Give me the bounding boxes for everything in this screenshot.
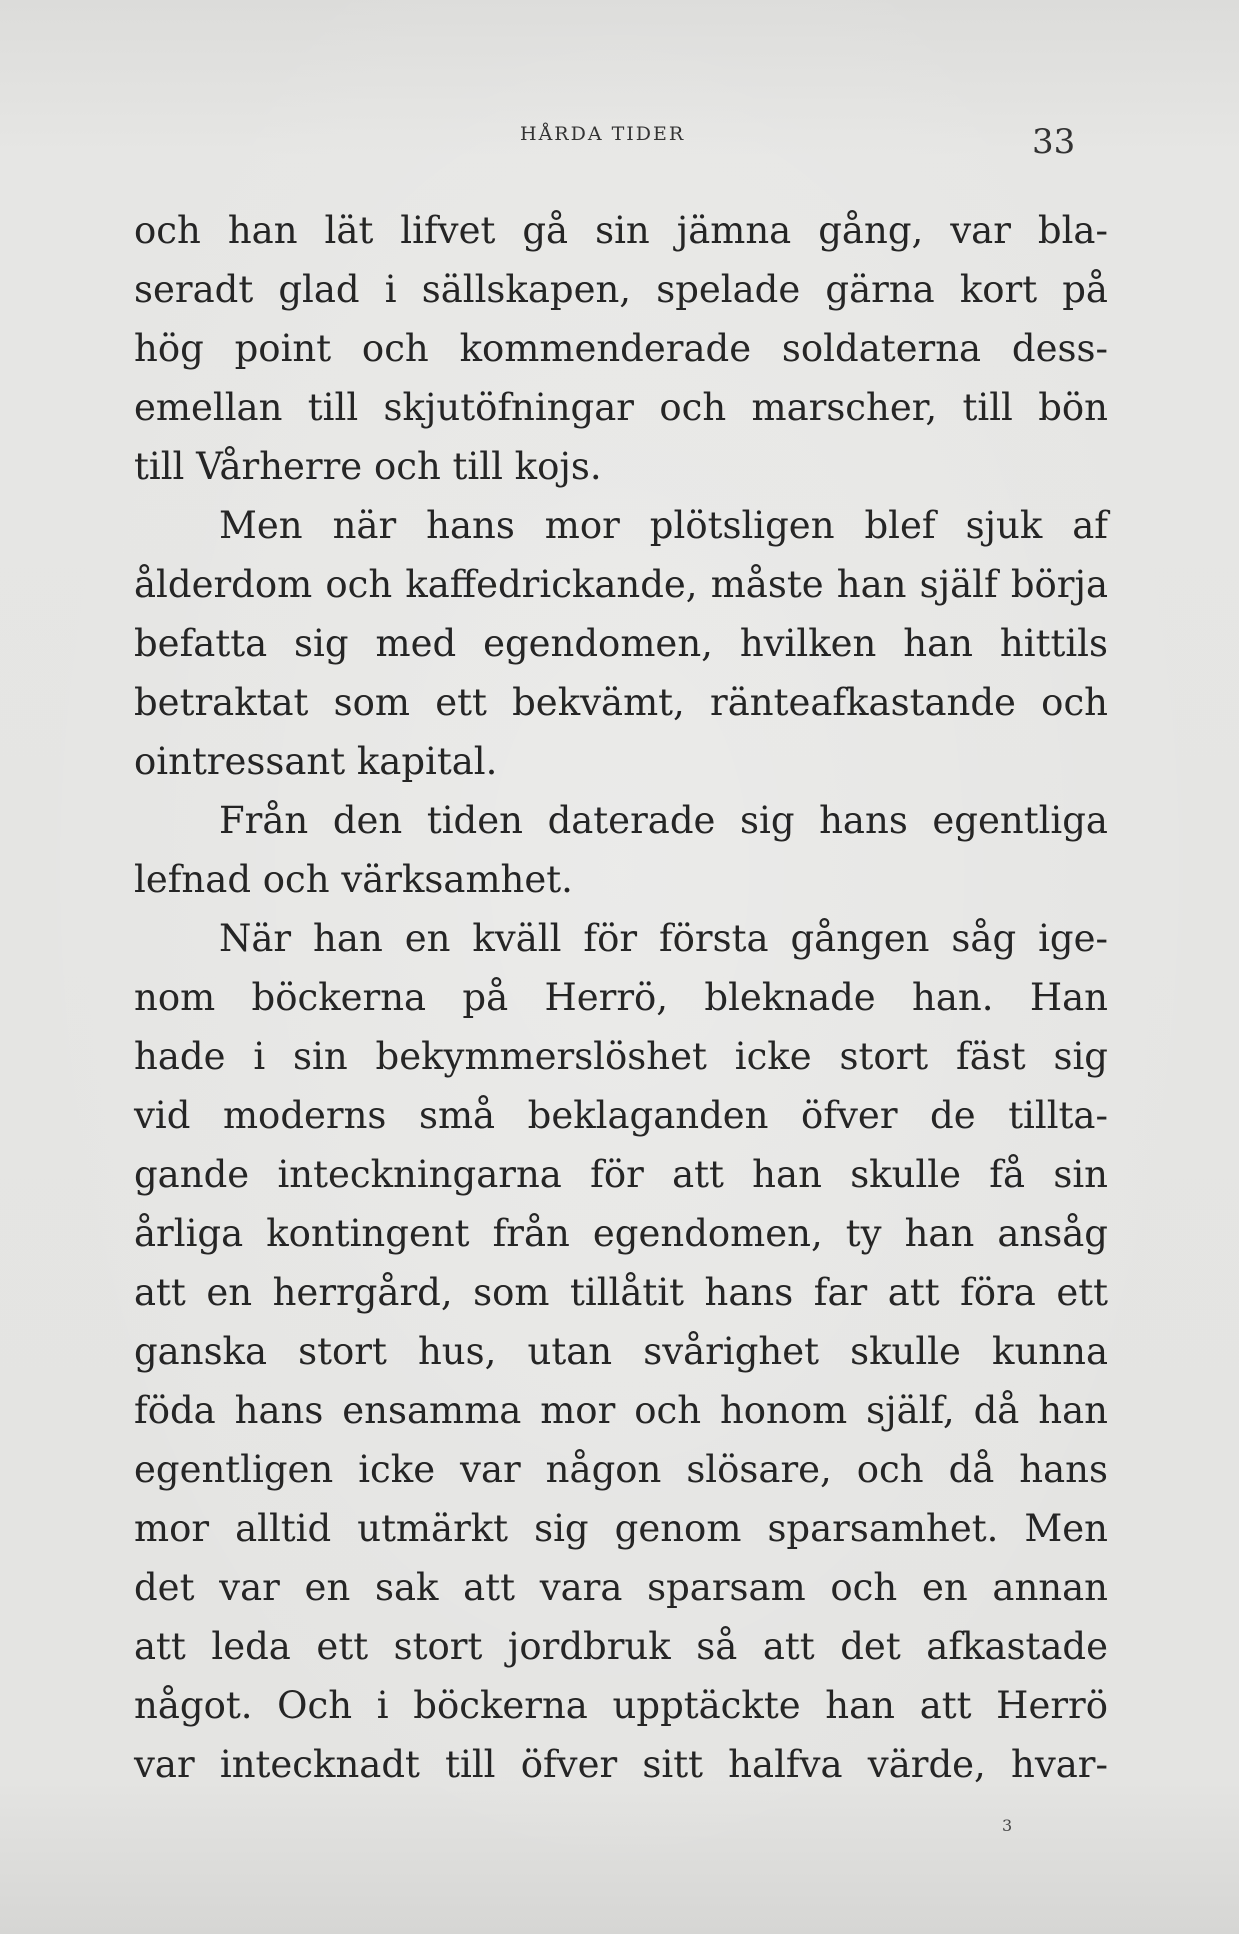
text-line: egentligen icke var någon slösare, och då hans — [134, 1448, 1108, 1491]
text-line: föda hans ensamma mor och honom själf, då han — [134, 1389, 1108, 1432]
text-line: ganska stort hus, utan svårighet skulle kunna — [134, 1330, 1108, 1373]
text-line: mor alltid utmärkt sig genom sparsamhet. Men — [134, 1507, 1108, 1550]
text-line: Från den tiden daterade sig hans egentliga — [219, 799, 1108, 842]
text-line: vid moderns små beklaganden öfver de tillta- — [134, 1094, 1108, 1137]
printer-signature-mark: 3 — [1002, 1816, 1013, 1835]
text-line: ålderdom och kaffedrickande, måste han själf börja — [134, 563, 1108, 606]
text-line: det var en sak att vara sparsam och en annan — [134, 1566, 1108, 1609]
text-line: årliga kontingent från egendomen, ty han ansåg — [134, 1212, 1108, 1255]
text-line: lefnad och värksamhet. — [134, 858, 573, 901]
text-line: nom böckerna på Herrö, bleknade han. Han — [134, 976, 1108, 1019]
text-line: att leda ett stort jordbruk så att det afkastade — [134, 1625, 1108, 1668]
running-title: HÅRDA TIDER — [520, 123, 686, 145]
text-line: gande inteckningarna för att han skulle få sin — [134, 1153, 1108, 1196]
text-line: Men när hans mor plötsligen blef sjuk af — [219, 504, 1108, 547]
text-line: seradt glad i sällskapen, spelade gärna kort på — [134, 268, 1108, 311]
text-line: var intecknadt till öfver sitt halfva värde, hvar- — [134, 1743, 1108, 1786]
text-line: emellan till skjutöfningar och marscher, till bön — [134, 386, 1108, 429]
text-line: och han lät lifvet gå sin jämna gång, var bla- — [134, 209, 1108, 252]
text-line: befatta sig med egendomen, hvilken han hittils — [134, 622, 1108, 665]
text-line: till Vårherre och till kojs. — [134, 445, 602, 488]
page-number: 33 — [1032, 122, 1076, 162]
text-line: att en herrgård, som tillåtit hans far att föra ett — [134, 1271, 1108, 1314]
text-line: något. Och i böckerna upptäckte han att Herrö — [134, 1684, 1108, 1727]
text-line: hög point och kommenderade soldaterna dess- — [134, 327, 1108, 370]
text-line: hade i sin bekymmerslöshet icke stort fäst sig — [134, 1035, 1108, 1078]
text-line: När han en kväll för första gången såg ige- — [219, 917, 1108, 960]
text-line: betraktat som ett bekvämt, ränteafkastande och — [134, 681, 1108, 724]
text-line: ointressant kapital. — [134, 740, 498, 783]
body-text — [134, 201, 1108, 1794]
